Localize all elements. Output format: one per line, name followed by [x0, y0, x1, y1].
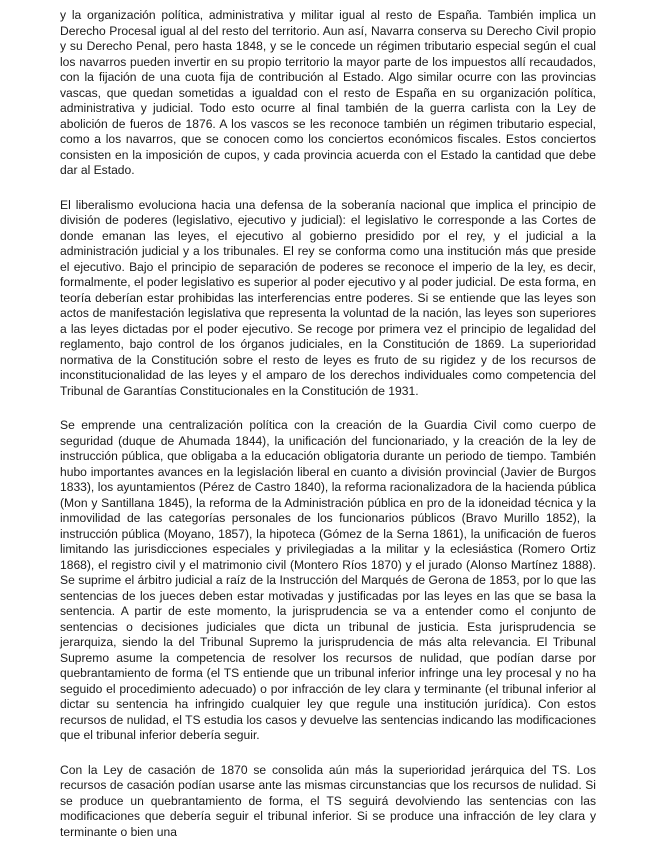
paragraph-fueros-navarra-vascos: y la organización política, administrativa y militar igual al resto de España. También implica un Derecho Procesal igual al del resto del territorio. Aun así, Navarra conserva su Derecho Civil propio y su Derecho Penal, pero hasta 1848, y se le concede un régimen tributario especial según el cual los navarros pueden invertir en su propio territorio la mayor parte de los impuestos allí recaudados, con la fijación de una cuota fija de contribución al Estado. Algo similar ocurre con las provincias vascas, que quedan sometidas a igualdad con el resto de España en su organización política, administrativa y judicial. Todo esto ocurre al final también de la guerra carlista con la Ley de abolición de fueros de 1876. A los vascos se les reconoce también un régimen tributario especial, como a los navarros, que se conocen como los conciertos económicos fiscales. Estos conciertos consisten en la imposición de cupos, y cada provincia acuerda con el Estado la cantidad que debe dar al Estado.	[60, 8, 596, 177]
document-page	[60, 8, 596, 840]
paragraph-centralizacion-politica: Se emprende una centralización política con la creación de la Guardia Civil como cuerpo de seguridad (duque de Ahumada 1844), la unificación del funcionariado, y la creación de la ley de instrucción pública, que obligaba a la educación obligatoria durante un periodo de tiempo. También hubo importantes avances en la legislación liberal en cuanto a división provincial (Javier de Burgos 1833), los ayuntamientos (Pérez de Castro 1840), la reforma racionalizadora de la hacienda pública (Mon y Santillana 1845), la reforma de la Administración pública en pro de la idoneidad técnica y la inmovilidad de las categorías personales de los funcionarios públicos (Bravo Murillo 1852), la instrucción pública (Moyano, 1857), la hipoteca (Gómez de la Serna 1861), la unificación de fueros limitando las jurisdicciones especiales y privilegiadas a la militar y la eclesiástica (Romero Ortiz 1868), el registro civil y el matrimonio civil (Montero Ríos 1870) y el jurado (Alonso Martínez 1888). Se suprime el árbitro judicial a raíz de la Instrucción del Marqués de Gerona de 1853, por lo que las sentencias de los jueces deben estar motivadas y justificadas por las leyes en las que se basa la sentencia. A partir de este momento, la jurisprudencia se va a entender como el conjunto de sentencias o decisiones judiciales que dicta un tribunal de justicia. Esta jurisprudencia se jerarquiza, siendo la del Tribunal Supremo la jurisprudencia de más alta relevancia. El Tribunal Supremo asume la competencia de resolver los recursos de nulidad, que podían darse por quebrantamiento de forma (el TS entiende que un tribunal inferior infringe una ley procesal y no ha seguido el procedimiento adecuado) o por infracción de ley clara y terminante (el tribunal inferior al dictar su sentencia ha infringido cualquier ley que regule una institución jurídica). Con estos recursos de nulidad, el TS estudia los casos y devuelve las sentencias indicando las modificaciones que el tribunal inferior debería seguir.	[60, 418, 596, 742]
paragraph-ley-de-casacion: Con la Ley de casación de 1870 se consolida aún más la superioridad jerárquica del TS. Los recursos de casación podían usarse ante las mismas circunstancias que los recursos de nulidad. Si se produce un quebrantamiento de forma, el TS seguirá devolviendo las sentencias con las modificaciones que debería seguir el tribunal inferior. Si se produce una infracción de ley clara y terminante o bien una	[60, 762, 596, 839]
paragraph-division-de-poderes: El liberalismo evoluciona hacia una defensa de la soberanía nacional que implica el principio de división de poderes (legislativo, ejecutivo y judicial): el legislativo le corresponde a las Cortes de donde emanan las leyes, el ejecutivo al gobierno presidido por el rey, y el judicial a la administración judicial y a los tribunales. El rey se conforma como una institución más que preside el ejecutivo. Bajo el principio de separación de poderes se reconoce el imperio de la ley, es decir, formalmente, el poder legislativo es superior al poder ejecutivo y al poder judicial. De esta forma, en teoría deberían estar prohibidas las interferencias entre poderes. Si se entiende que las leyes son actos de manifestación legislativa que representa la voluntad de la nación, las leyes son superiores a las leyes dictadas por el poder ejecutivo. Se recoge por primera vez el principio de legalidad del reglamento, bajo control de los órganos judiciales, en la Constitución de 1869. La superioridad normativa de la Constitución sobre el resto de leyes es fruto de su rigidez y de los recursos de inconstitucionalidad de las leyes y el amparo de los derechos individuales como competencia del Tribunal de Garantías Constitucionales en la Constitución de 1931.	[60, 197, 596, 398]
